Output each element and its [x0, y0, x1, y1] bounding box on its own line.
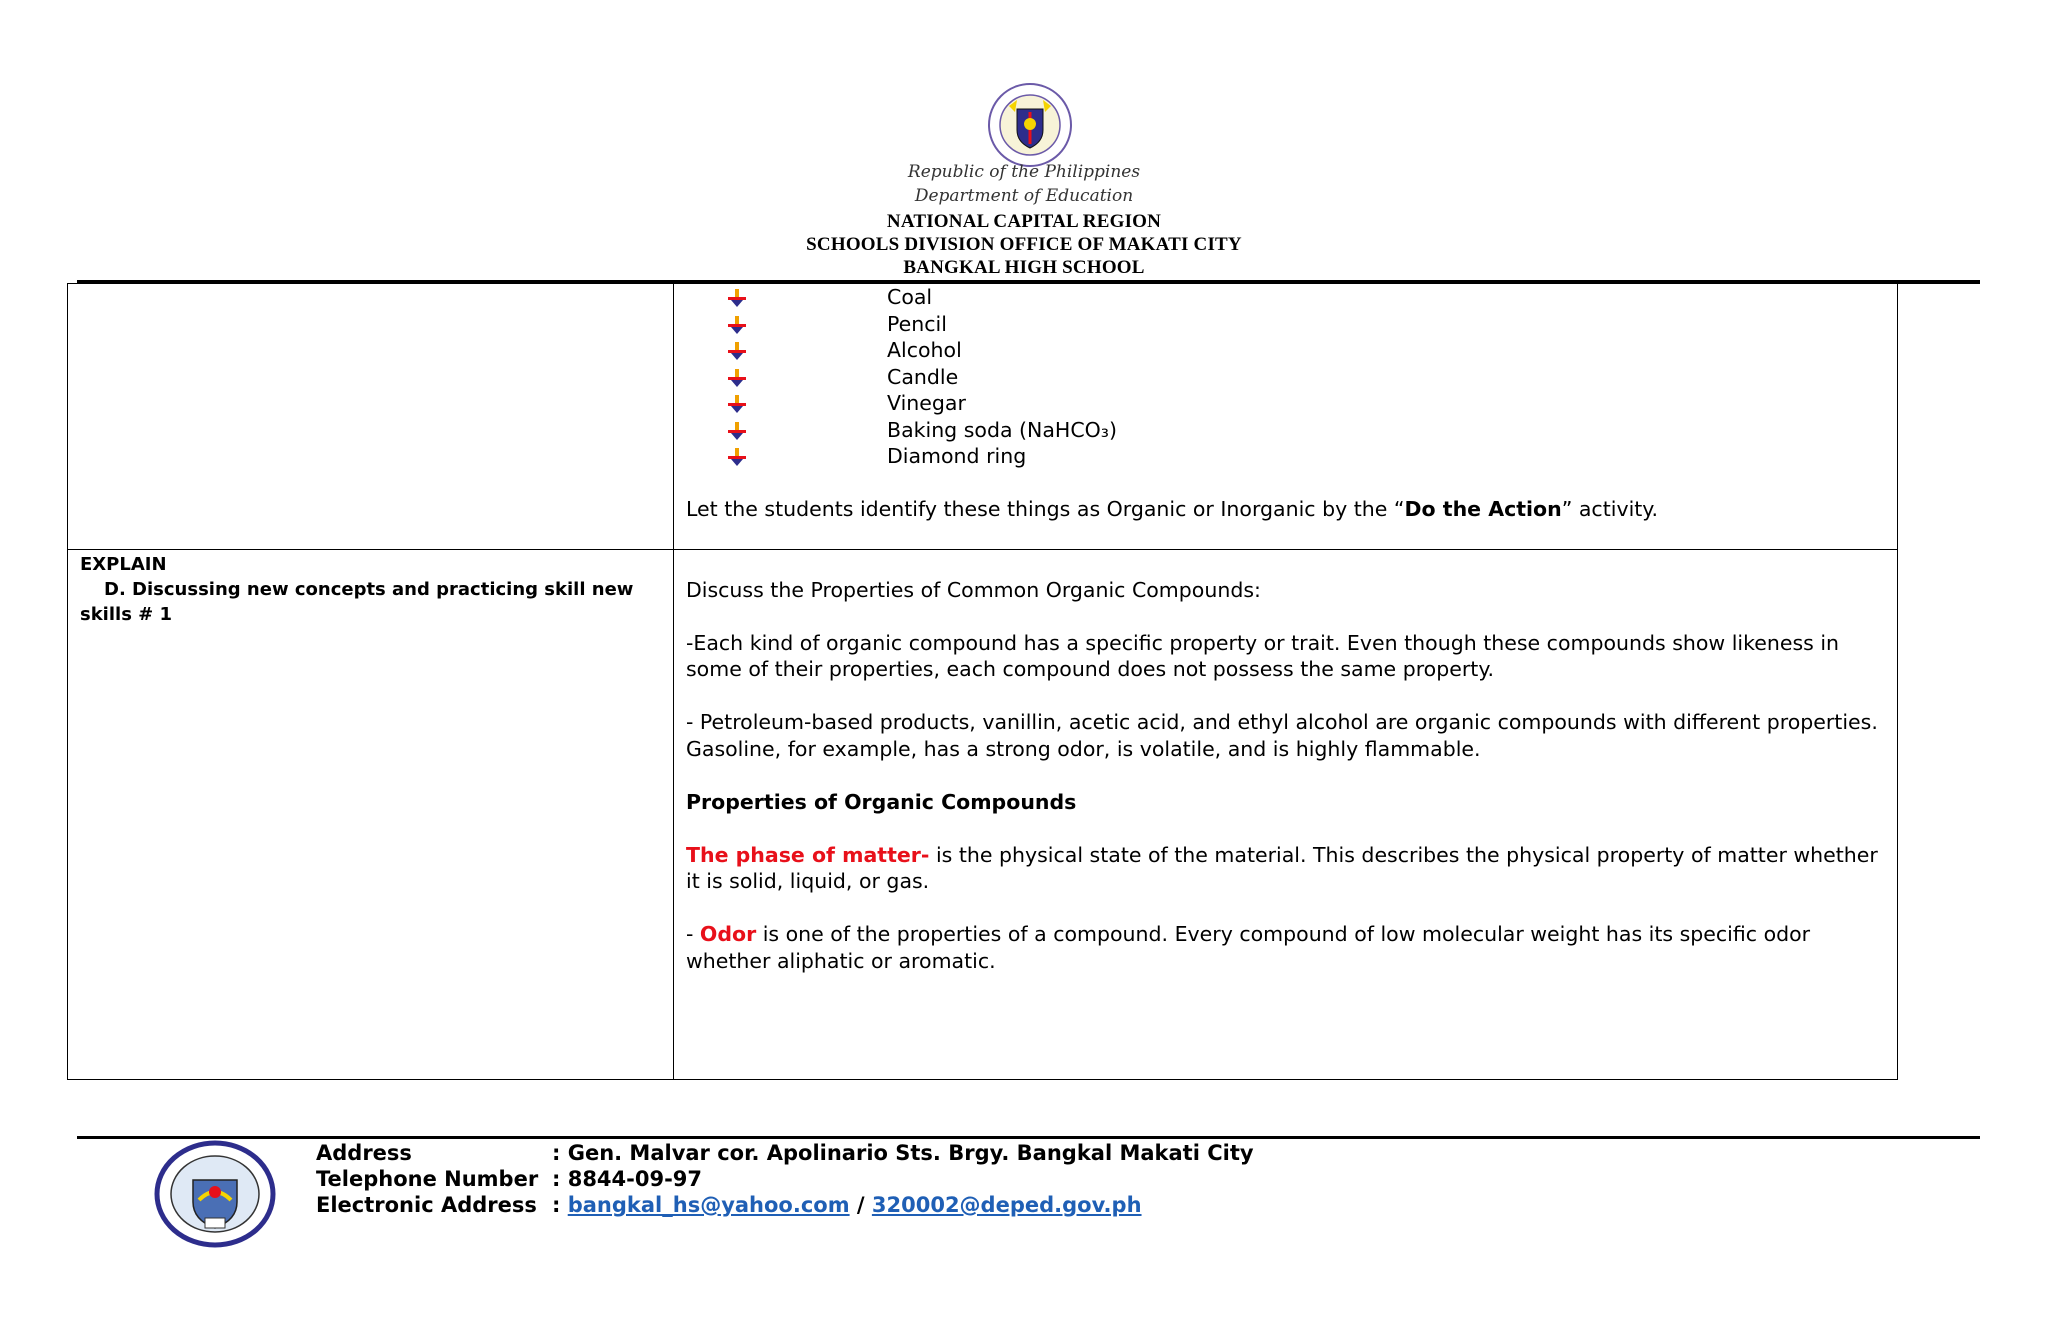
arrow-bullet-icon [728, 289, 746, 307]
list-item [686, 443, 1885, 470]
phase-term: The phase of matter- [686, 842, 930, 867]
phase-paragraph: The phase of matter- is the physical state of the material. This describes the physical property of matter whether it is solid, liquid, or gas. [686, 842, 1878, 893]
list-item [686, 417, 1885, 444]
material-label: Baking soda (NaHCO₃) [887, 417, 1118, 442]
list-item [686, 364, 1885, 391]
objective-line-1: D. Discussing new concepts and practicing skill new [104, 579, 634, 600]
arrow-bullet-icon [728, 448, 746, 466]
left-cell-empty [68, 284, 674, 550]
section-heading: Properties of Organic Compounds [686, 789, 1077, 814]
arrow-bullet-icon [728, 395, 746, 413]
objective-line-2: skills # 1 [80, 604, 173, 625]
email-link-deped[interactable]: 320002@deped.gov.ph [871, 1193, 1142, 1217]
material-label: Vinegar [887, 391, 966, 415]
table-row [68, 550, 1898, 1080]
arrow-bullet-icon [728, 316, 746, 334]
header-school: BANGKAL HIGH SCHOOL [903, 257, 1145, 278]
header-republic: Republic of the Philippines [907, 162, 1141, 182]
odor-paragraph: - Odor is one of the properties of a compound. Every compound of low molecular weight has its specific odor whether aliphatic or aromatic. [686, 922, 1811, 973]
list-item [686, 311, 1885, 338]
address-value: : Gen. Malvar cor. Apolinario Sts. Brgy. Bangkal Makati City [552, 1141, 1254, 1165]
stage-cell [68, 550, 674, 1080]
list-item [686, 337, 1885, 364]
arrow-bullet-icon [728, 342, 746, 360]
material-label: Alcohol [887, 338, 962, 362]
school-seal-icon [153, 1140, 277, 1248]
intro-text: Discuss the Properties of Common Organic Compounds: [686, 577, 1261, 602]
arrow-bullet-icon [728, 422, 746, 440]
paragraph-1: -Each kind of organic compound has a specific property or trait. Even though these compounds show likeness in some of their properties, each compound does not possess the same property. [686, 630, 1840, 681]
telephone-label: Telephone Number [316, 1167, 539, 1191]
instruction-text: Let the students identify these things as Organic or Inorganic by the “Do the Action” activity. [686, 497, 1659, 521]
table-row [68, 284, 1898, 550]
email-values: : bangkal_hs@yahoo.com / 320002@deped.gov.ph [552, 1193, 1142, 1217]
paragraph-2: - Petroleum-based products, vanillin, acetic acid, and ethyl alcohol are organic compounds with different properties. Gasoline, for example, has a strong odor, is volatile, and is highly flammable. [686, 710, 1878, 761]
material-label: Diamond ring [887, 444, 1027, 468]
email-link-yahoo[interactable]: bangkal_hs@yahoo.com [567, 1193, 850, 1217]
arrow-bullet-icon [728, 369, 746, 387]
header-department: Department of Education [914, 186, 1134, 206]
header-region: NATIONAL CAPITAL REGION [886, 211, 1162, 232]
material-label: Candle [887, 364, 959, 389]
activity-name: Do the Action [1404, 497, 1562, 521]
material-label: Pencil [887, 311, 947, 336]
list-item [686, 284, 1885, 311]
odor-term: Odor [699, 922, 757, 946]
lesson-plan-table [67, 283, 1898, 1080]
header-division: SCHOOLS DIVISION OFFICE OF MAKATI CITY [806, 234, 1242, 255]
material-label: Coal [887, 285, 933, 309]
footer-divider [77, 1136, 1980, 1139]
materials-list [686, 284, 1885, 470]
materials-cell [674, 284, 1898, 550]
email-label: Electronic Address [316, 1193, 537, 1217]
discussion-cell [674, 550, 1898, 1080]
list-item [686, 390, 1885, 417]
address-label: Address [316, 1141, 412, 1165]
stage-title: EXPLAIN [80, 554, 167, 575]
deped-seal-icon [987, 82, 1073, 168]
telephone-value: : 8844-09-97 [552, 1167, 703, 1191]
